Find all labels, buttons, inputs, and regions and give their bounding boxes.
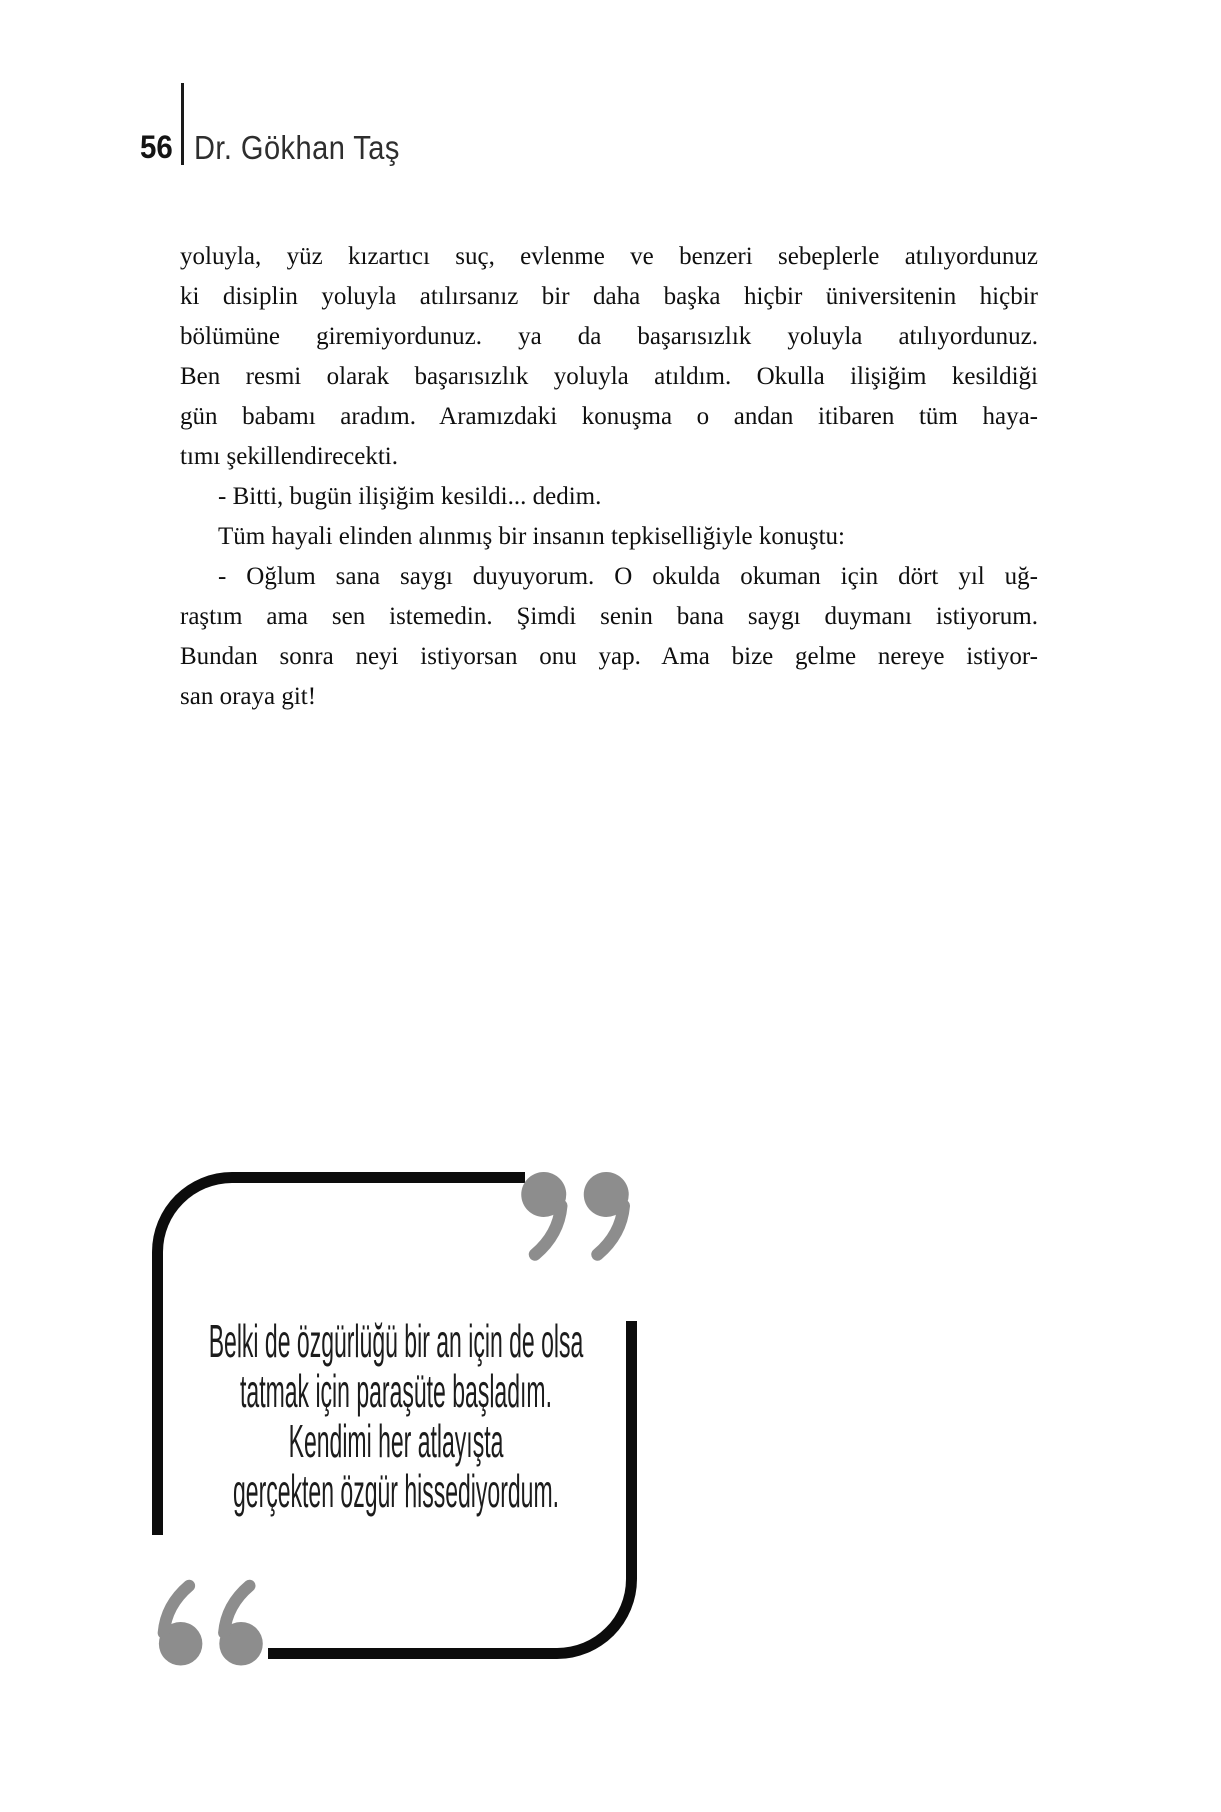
body-line: bölümüne giremiyordunuz. ya da başarısızlık yoluyla atılıyordunuz. (180, 323, 1038, 350)
body-line: yoluyla, yüz kızartıcı suç, evlenme ve benzeri sebeplerle atılıyordunuz (180, 243, 1038, 270)
quote-line: Kendimi her atlayışta (288, 1415, 504, 1467)
author-name: Dr. Gökhan Taş (194, 129, 400, 166)
quote-text (161, 1316, 631, 1516)
body-line: gün babamı aradım. Aramızdaki konuşma o andan itibaren tüm haya- (180, 403, 1038, 430)
body-line: ki disiplin yoluyla atılırsanız bir daha başka hiçbir üniversitenin hiçbir (180, 283, 1038, 310)
quote-line: gerçekten özgür hissediyordum. (233, 1465, 559, 1517)
body-line: - Oğlum sana saygı duyuyorum. O okulda okuman için dört yıl uğ- (218, 563, 1038, 590)
body-line: san oraya git! (180, 683, 317, 710)
body-line: Bundan sonra neyi istiyorsan onu yap. Ama bize gelme nereye istiyor- (180, 643, 1038, 670)
closing-quote-icon (520, 1171, 640, 1263)
opening-quote-icon (148, 1577, 264, 1667)
quote-line: tatmak için paraşüte başladım. (240, 1365, 552, 1417)
body-line: - Bitti, bugün ilişiğim kesildi... dedim. (218, 483, 602, 510)
header-divider (181, 83, 184, 165)
body-line: tımı şekillendirecekti. (180, 443, 398, 470)
body-text (180, 237, 1038, 717)
body-line: Tüm hayali elinden alınmış bir insanın tepkiselliğiyle konuştu: (218, 523, 845, 550)
body-line: raştım ama sen istemedin. Şimdi senin bana saygı duymanı istiyorum. (180, 603, 1038, 630)
body-line: Ben resmi olarak başarısızlık yoluyla atıldım. Okulla ilişiğim kesildiği (180, 363, 1038, 390)
quote-line: Belki de özgürlüğü bir an için de olsa (208, 1315, 584, 1367)
page-number: 56 (140, 129, 173, 165)
